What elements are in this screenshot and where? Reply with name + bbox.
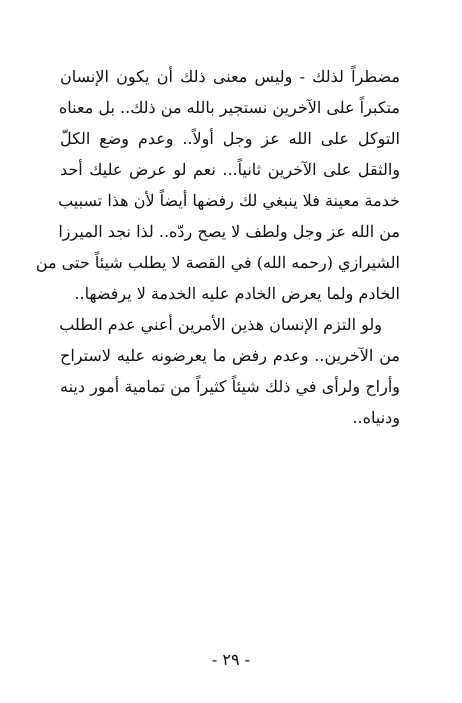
text-line: الخادم ولما يعرض الخادم عليه الخدمة لا يرفضها.. <box>74 284 400 303</box>
text-line: وأراح ولرأى في ذلك شيئاً كثيراً من تمامية أمور دينه <box>60 377 400 396</box>
text-line: ودنياه.. <box>352 408 400 427</box>
text-line: مضطراً لذلك - وليس معنى ذلك أن يكون الإنسان <box>60 67 400 86</box>
text-line: من الله عز وجل ولطف لا يصح ردّه.. لذا نجد الميرزا <box>58 222 400 241</box>
text-line: ولو التزم الإنسان هذين الأمرين أعني عدم الطلب <box>59 315 382 334</box>
text-line: الشيرازي (رحمه الله) في القصة لا يطلب شيئاً حتى من <box>35 253 400 272</box>
text-line: والثقل على الآخرين ثانياً... نعم لو عرض عليك أحد <box>60 160 400 179</box>
text-line: خدمة معينة فلا ينبغي لك رفضها أيضاً لأن هذا تسبيب <box>58 191 400 210</box>
text-line: من الآخرين.. وعدم رفض ما يعرضونه عليه لاستراح <box>60 346 400 365</box>
text-line: التوكل على الله عز وجل أولاً.. وعدم وضع الكلّ <box>60 129 400 148</box>
page-number: - ٢٩ - <box>211 650 251 669</box>
text-line: متكبراً على الآخرين نستجير بالله من ذلك.. بل معناه <box>58 98 400 117</box>
